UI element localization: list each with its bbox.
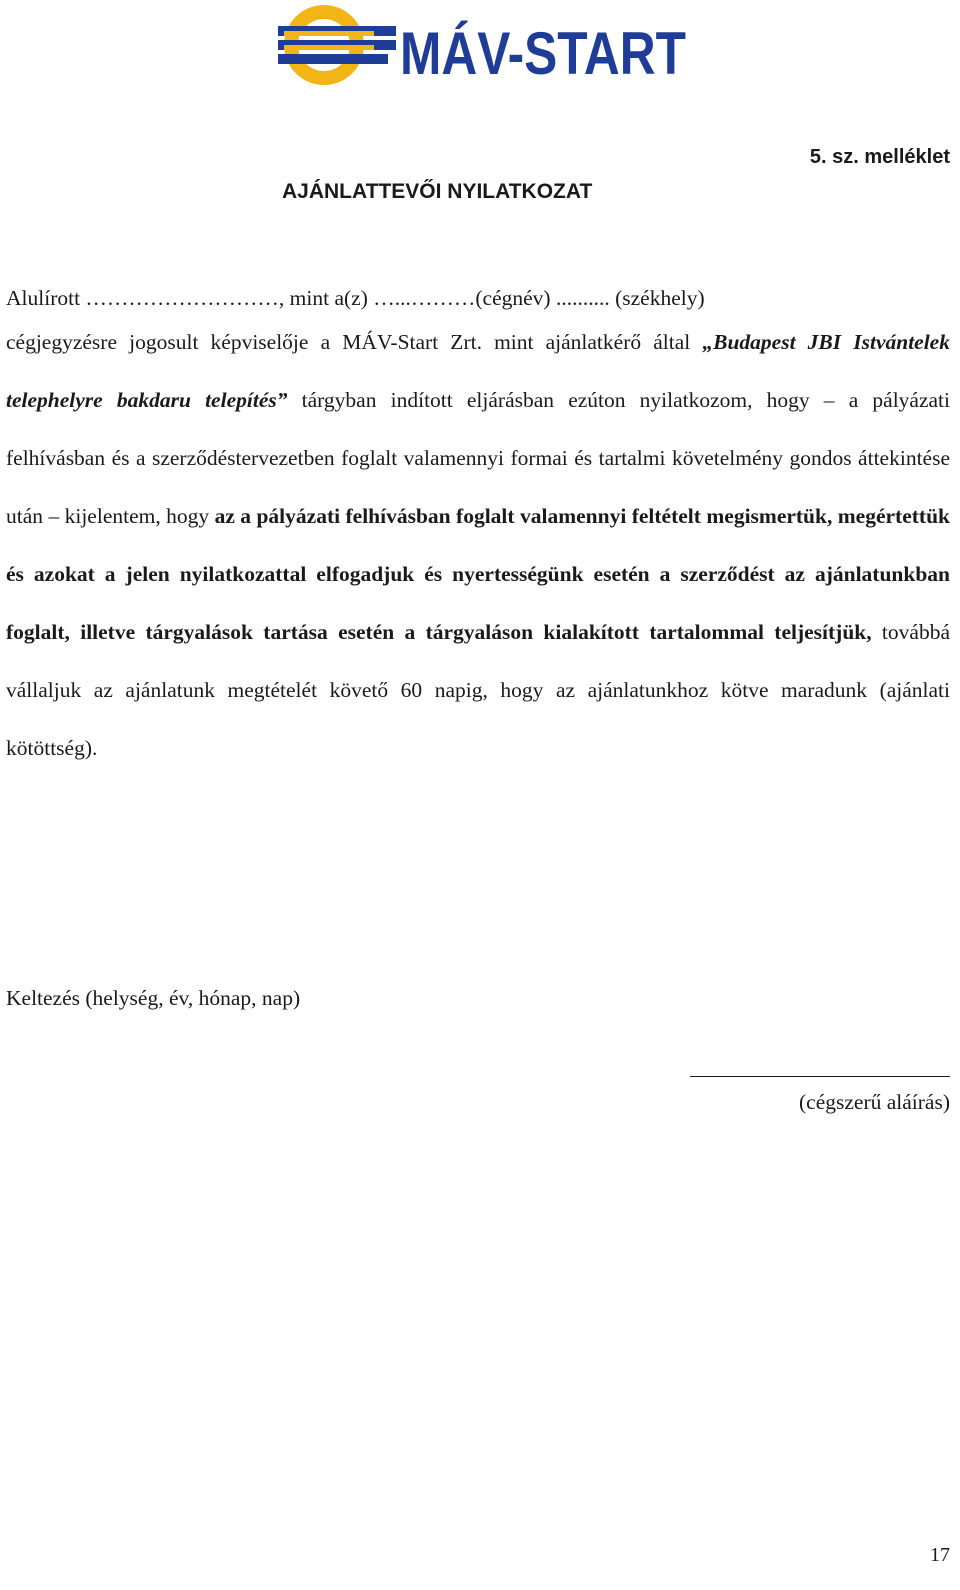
annex-label: 5. sz. melléklet <box>809 146 950 168</box>
logo-wordmark: MÁV-START <box>400 20 686 87</box>
signature-label: (cégszerű aláírás) <box>799 1090 950 1114</box>
project-title: „Budapest JBI Istvántelek telephelyre bakdaru telepítés” <box>6 330 950 412</box>
declaration-paragraph <box>6 283 950 777</box>
signature-line <box>690 1076 950 1077</box>
paragraph-text-1: cégjegyzésre jogosult képviselője a MÁV-Start Zrt. mint ajánlatkérő által <box>6 330 703 354</box>
paragraph-text-3: továbbá vállaljuk az ajánlatunk megtételét követő 60 napig, hogy az ajánlatunkhoz kötve maradunk (ajánlati kötöttség). <box>6 620 950 760</box>
page-number: 17 <box>930 1544 950 1566</box>
place-date-label: Keltezés (helység, év, hónap, nap) <box>6 986 301 1010</box>
bold-statement: az a pályázati felhívásban foglalt valamennyi feltételt megismertük, megértettük és azokat a jelen nyilatkozattal elfogadjuk és nyertességünk esetén a szerződést az ajánlatunkban foglalt, illetve tárgyalások tartása esetén a tárgyaláson kialakított tartalommal teljesítjük, <box>6 504 950 644</box>
document-title: AJÁNLATTEVŐI NYILATKOZAT <box>282 180 593 203</box>
paragraph-text-2: tárgyban indított eljárásban ezúton nyilatkozom, hogy – a pályázati felhívásban és a szerződéstervezetben foglalt valamennyi formai és tartalmi követelmény gondos áttekintése után – kijelentem, hogy <box>6 388 951 528</box>
declarant-line: Alulírott ………………………, mint a(z) …...………(cégnév) .......... (székhely) <box>6 286 705 310</box>
mav-start-logo <box>278 2 688 88</box>
